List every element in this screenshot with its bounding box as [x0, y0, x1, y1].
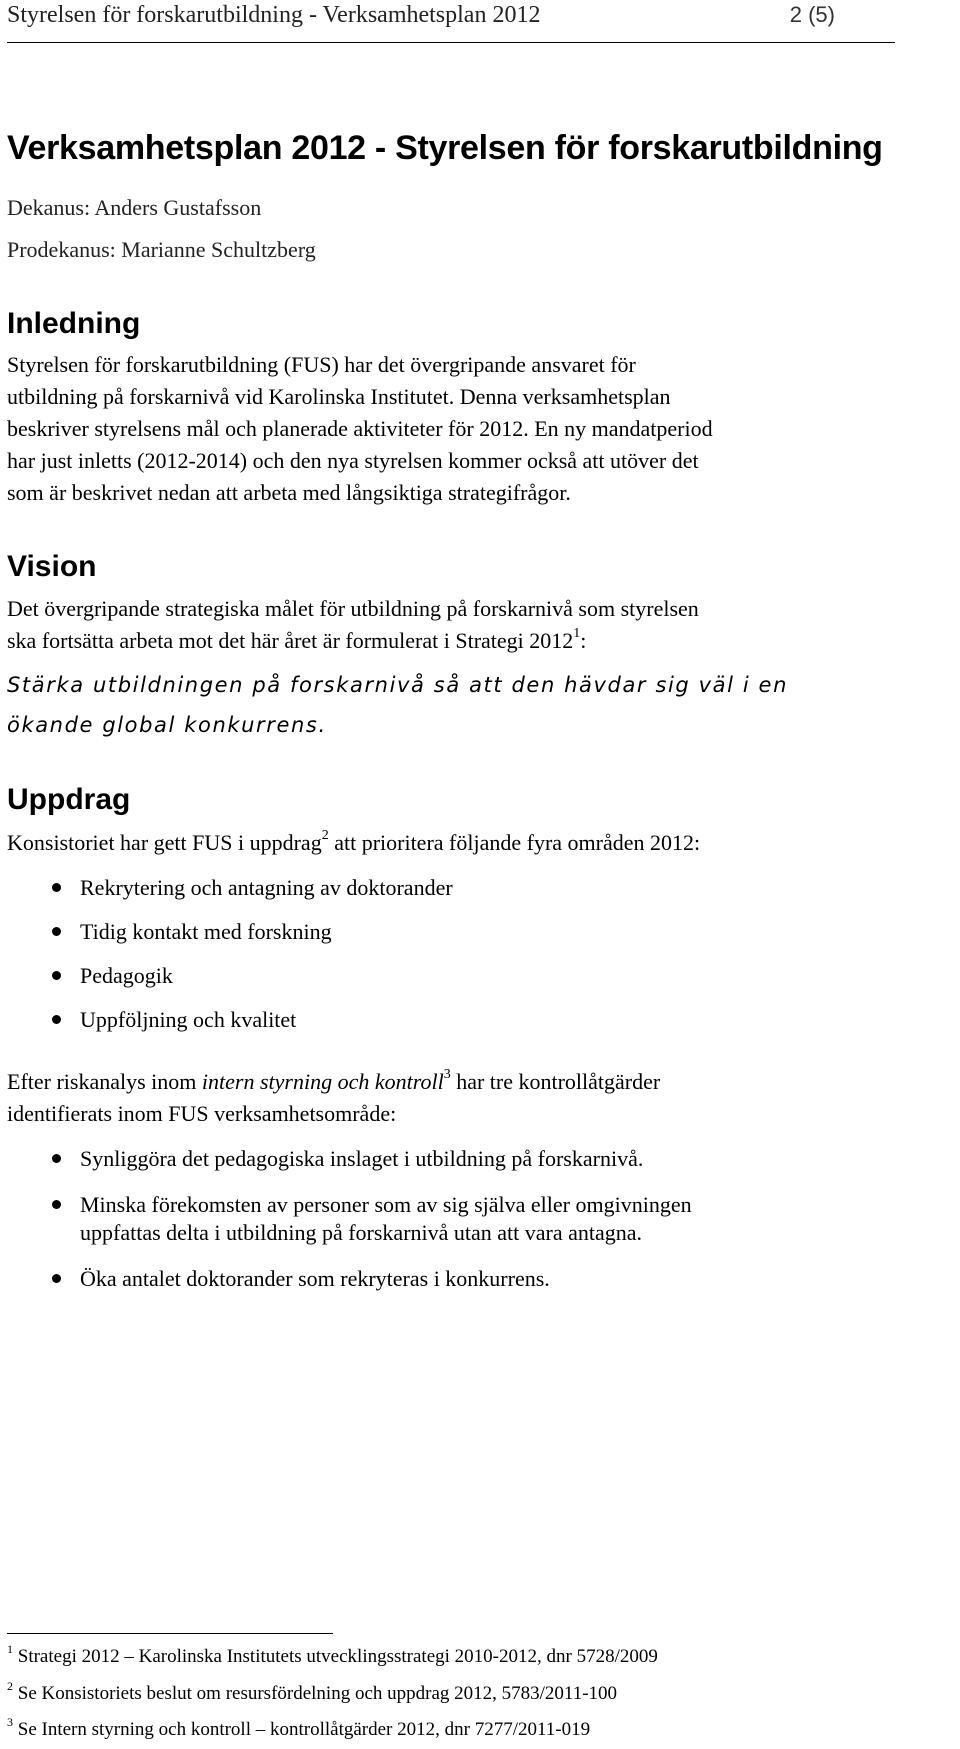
- inledning-line: Styrelsen för forskarutbildning (FUS) har det övergripande ansvaret för: [7, 352, 636, 377]
- footnote-3: [7, 1714, 591, 1742]
- list-item: [0, 918, 453, 946]
- list-item: [0, 1191, 692, 1219]
- list-item: [0, 874, 453, 902]
- risk-text: Efter riskanalys inom: [7, 1069, 202, 1094]
- vision-quote-line: ökande global konkurrens.: [7, 713, 327, 737]
- priority-areas-list: [0, 874, 453, 1034]
- bullet-icon: [52, 1200, 61, 1209]
- prodekanus-line: Prodekanus: Marianne Schultzberg: [7, 237, 316, 262]
- list-item-text: Uppföljning och kvalitet: [80, 1007, 297, 1032]
- bullet-icon: [52, 1154, 61, 1163]
- heading-uppdrag: Uppdrag: [7, 783, 131, 816]
- inledning-paragraph: [7, 349, 947, 509]
- footnote-number: 3: [7, 1714, 13, 1729]
- heading-vision: Vision: [7, 550, 97, 583]
- footnote-ref-2: 2: [321, 827, 329, 843]
- list-item-text: Synliggöra det pedagogiska inslaget i utbildning på forskarnivå.: [80, 1146, 644, 1171]
- inledning-line: utbildning på forskarnivå vid Karolinska Institutet. Denna verksamhetsplan: [7, 384, 671, 409]
- risk-line: [7, 1066, 947, 1098]
- uppdrag-intro: [7, 827, 947, 859]
- bullet-icon: [52, 883, 61, 892]
- risk-italic: intern styrning och kontroll: [201, 1069, 444, 1094]
- vision-line: [7, 625, 947, 657]
- bullet-icon: [52, 971, 61, 980]
- vision-line: Det övergripande strategiska målet för utbildning på forskarnivå som styrelsen: [7, 596, 699, 621]
- page-header: [7, 0, 895, 43]
- uppdrag-intro-line: [7, 827, 947, 859]
- dekanus-line: Dekanus: Anders Gustafsson: [7, 195, 262, 220]
- list-item: [0, 962, 453, 990]
- vision-paragraph: [7, 593, 947, 657]
- risk-text-end: har tre kontrollåtgärder: [450, 1069, 661, 1094]
- uppdrag-intro-text: Konsistoriet har gett FUS i uppdrag: [7, 830, 322, 855]
- list-item-text: Tidig kontakt med forskning: [80, 919, 332, 944]
- footnote-1: [7, 1641, 658, 1669]
- inledning-line: beskriver styrelsens mål och planerade aktiviteter för 2012. En ny mandatperiod: [7, 416, 713, 441]
- uppdrag-intro-end: att prioritera följande fyra områden 2012:: [328, 830, 701, 855]
- footnote-ref-1: 1: [573, 625, 581, 641]
- bullet-icon: [52, 1274, 61, 1283]
- footnote-number: 1: [7, 1641, 13, 1656]
- vision-quote: [7, 665, 788, 745]
- footnote-ref-3: 3: [443, 1066, 451, 1082]
- risk-paragraph: [7, 1066, 947, 1130]
- list-item-text: Rekrytering och antagning av doktorander: [80, 875, 453, 900]
- vision-line2-text: ska fortsätta arbeta mot det här året är formulerat i Strategi 2012: [7, 628, 574, 653]
- running-title: Styrelsen för forskarutbildning - Verksamhetsplan 2012: [7, 2, 541, 28]
- footnote-text: Se Intern styrning och kontroll – kontrollåtgärder 2012, dnr 7277/2011-019: [17, 1719, 591, 1740]
- inledning-line: som är beskrivet nedan att arbeta med långsiktiga strategifrågor.: [7, 480, 571, 505]
- footnote-2: [7, 1678, 618, 1706]
- bullet-icon: [52, 927, 61, 936]
- list-item-text: Pedagogik: [80, 963, 173, 988]
- footnote-divider: [7, 1633, 333, 1634]
- vision-quote-line: Stärka utbildningen på forskarnivå så att den hävdar sig väl i en: [7, 673, 788, 697]
- footnote-text: Strategi 2012 – Karolinska Institutets utvecklingsstrategi 2010-2012, dnr 5728/2009: [17, 1646, 658, 1667]
- list-item: [0, 1006, 453, 1034]
- heading-inledning: Inledning: [7, 307, 141, 340]
- page-number: 2 (5): [789, 2, 835, 27]
- list-item-text: uppfattas delta i utbildning på forskarnivå utan att vara antagna.: [80, 1220, 643, 1245]
- vision-line2-end: :: [580, 628, 587, 653]
- list-item-text: Öka antalet doktorander som rekryteras i konkurrens.: [80, 1266, 550, 1291]
- risk-line: identifierats inom FUS verksamhetsområde:: [7, 1101, 397, 1126]
- control-measures-list: [0, 1145, 692, 1293]
- list-item-text: Minska förekomsten av personer som av sig själva eller omgivningen: [80, 1192, 692, 1217]
- footnote-text: Se Konsistoriets beslut om resursfördelning och uppdrag 2012, 5783/2011-100: [17, 1683, 618, 1704]
- document-title: Verksamhetsplan 2012 - Styrelsen för forskarutbildning: [7, 129, 883, 167]
- bullet-icon: [52, 1015, 61, 1024]
- inledning-line: har just inletts (2012-2014) och den nya styrelsen kommer också att utöver det: [7, 448, 699, 473]
- list-item: [0, 1145, 692, 1173]
- footnote-number: 2: [7, 1678, 13, 1693]
- list-item: [0, 1219, 692, 1247]
- list-item: [0, 1265, 692, 1293]
